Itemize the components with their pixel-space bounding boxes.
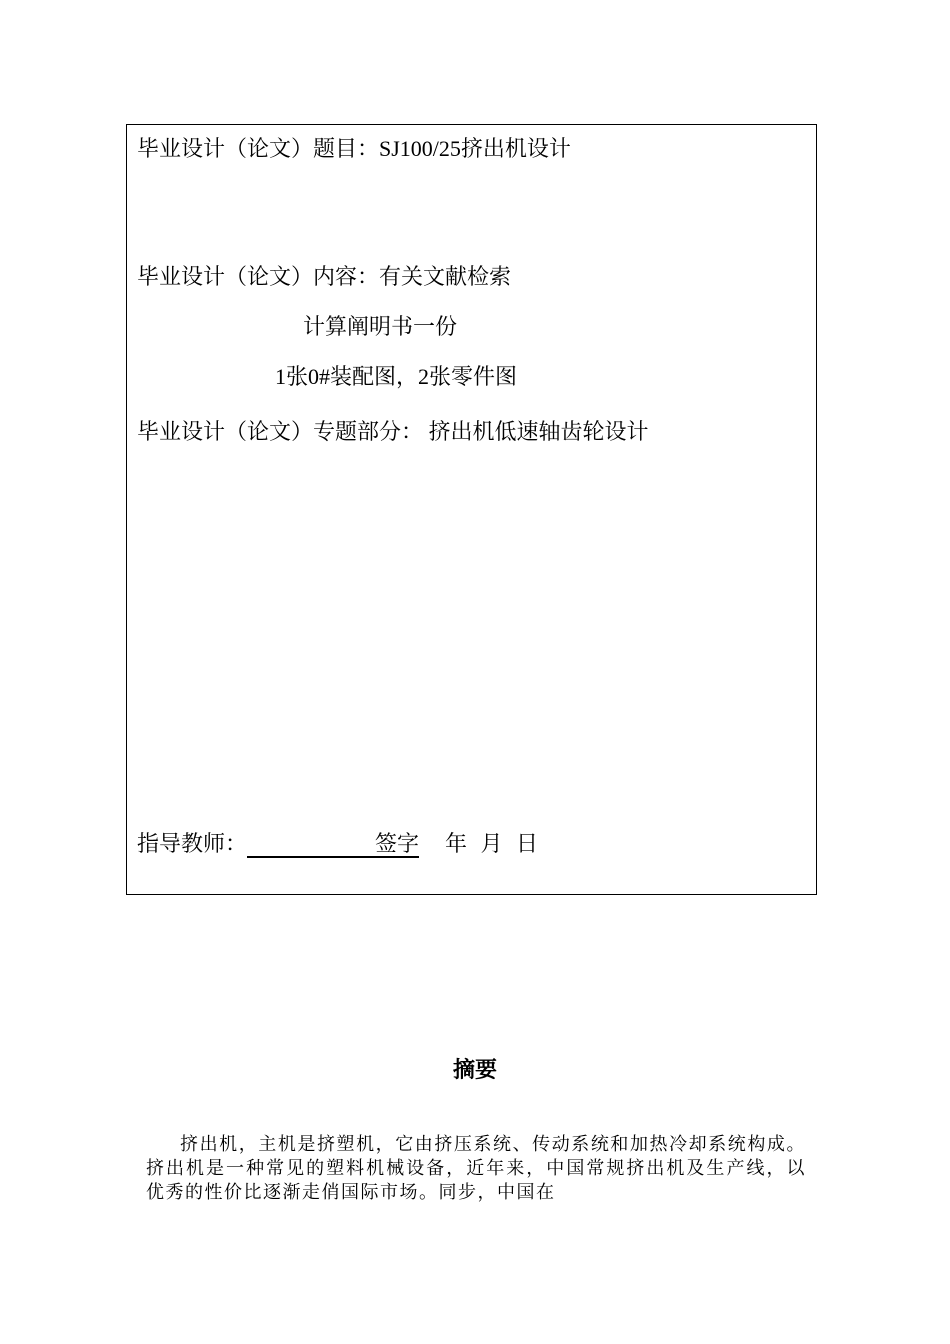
- abstract-body: 挤出机，主机是挤塑机，它由挤压系统、传动系统和加热冷却系统构成。挤出机是一种常见的塑料机械设备，近年来，中国常规挤出机及生产线，以优秀的性价比逐渐走俏国际市场。同步，中国在: [146, 1134, 806, 1203]
- advisor-signature-row: [137, 830, 538, 858]
- advisor-label: 指导教师：: [137, 831, 248, 856]
- thesis-content-line: 毕业设计（论文）内容：有关文献检索: [137, 264, 512, 289]
- thesis-title-line: 毕业设计（论文）题目：SJ100/25挤出机设计: [137, 136, 571, 161]
- signature-label: 签字: [375, 831, 420, 856]
- thesis-task-form: [126, 124, 817, 895]
- date-fields: 年 月 日: [445, 831, 539, 856]
- content-item-manual: 计算阐明书一份: [303, 314, 458, 339]
- thesis-topic-line: 毕业设计（论文）专题部分： 挤出机低速轴齿轮设计: [137, 419, 649, 444]
- content-item-drawings: 1张0#装配图，2张零件图: [275, 364, 518, 389]
- abstract-heading: 摘要: [452, 1058, 497, 1083]
- signature-blank: [247, 832, 419, 858]
